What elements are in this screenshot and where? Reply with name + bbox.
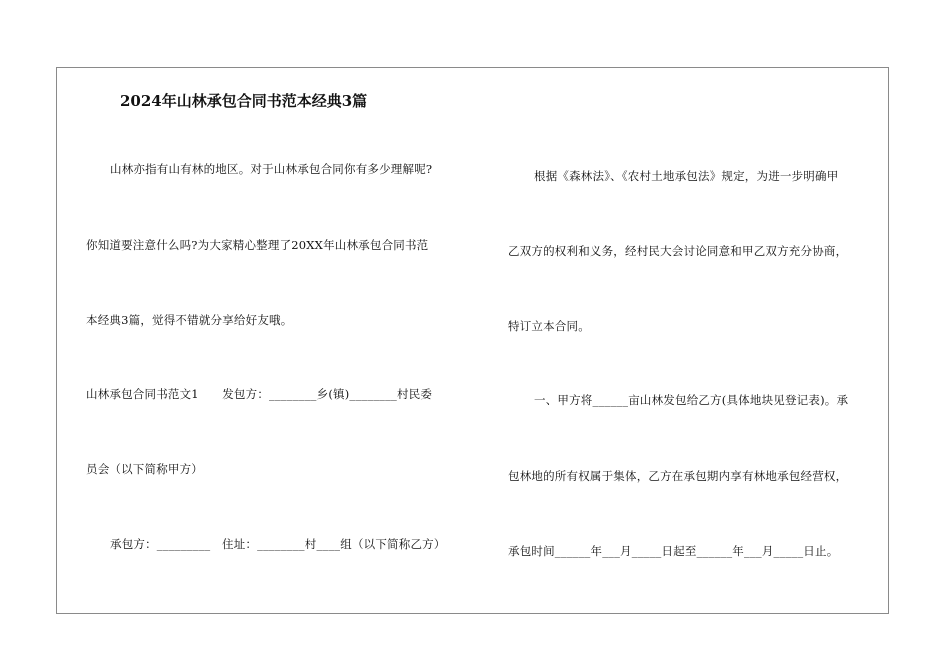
left-paragraph-line-3: 本经典3篇，觉得不错就分享给好友哦。 bbox=[86, 313, 293, 327]
document-title: 2024年山林承包合同书范本经典3篇 bbox=[120, 92, 368, 110]
right-paragraph-line-2: 乙双方的权利和义务，经村民大会讨论同意和甲乙双方充分协商， bbox=[508, 244, 848, 258]
right-paragraph-line-5: 包林地的所有权属于集体，乙方在承包期内享有林地承包经营权， bbox=[508, 469, 848, 483]
right-paragraph-line-6: 承包时间______年___月_____日起至______年___月_____日止。 bbox=[508, 544, 839, 558]
left-paragraph-line-6: 承包方：_________ 住址：________村____组（以下简称乙方） bbox=[110, 537, 446, 551]
right-paragraph-line-3: 特订立本合同。 bbox=[508, 319, 590, 333]
right-paragraph-line-4: 一、甲方将______亩山林发包给乙方(具体地块见登记表)。承 bbox=[534, 393, 849, 407]
left-paragraph-line-5: 员会（以下简称甲方） bbox=[86, 462, 203, 476]
left-paragraph-line-2: 你知道要注意什么吗?为大家精心整理了20XX年山林承包合同书范 bbox=[86, 238, 429, 252]
left-paragraph-line-4: 山林承包合同书范文1 发包方：________乡(镇)________村民委 bbox=[86, 387, 433, 401]
left-paragraph-line-1: 山林亦指有山有林的地区。对于山林承包合同你有多少理解呢? bbox=[110, 162, 433, 176]
right-paragraph-line-1: 根据《森林法》、《农村土地承包法》规定，为进一步明确甲 bbox=[534, 169, 839, 183]
page-frame bbox=[56, 67, 889, 614]
